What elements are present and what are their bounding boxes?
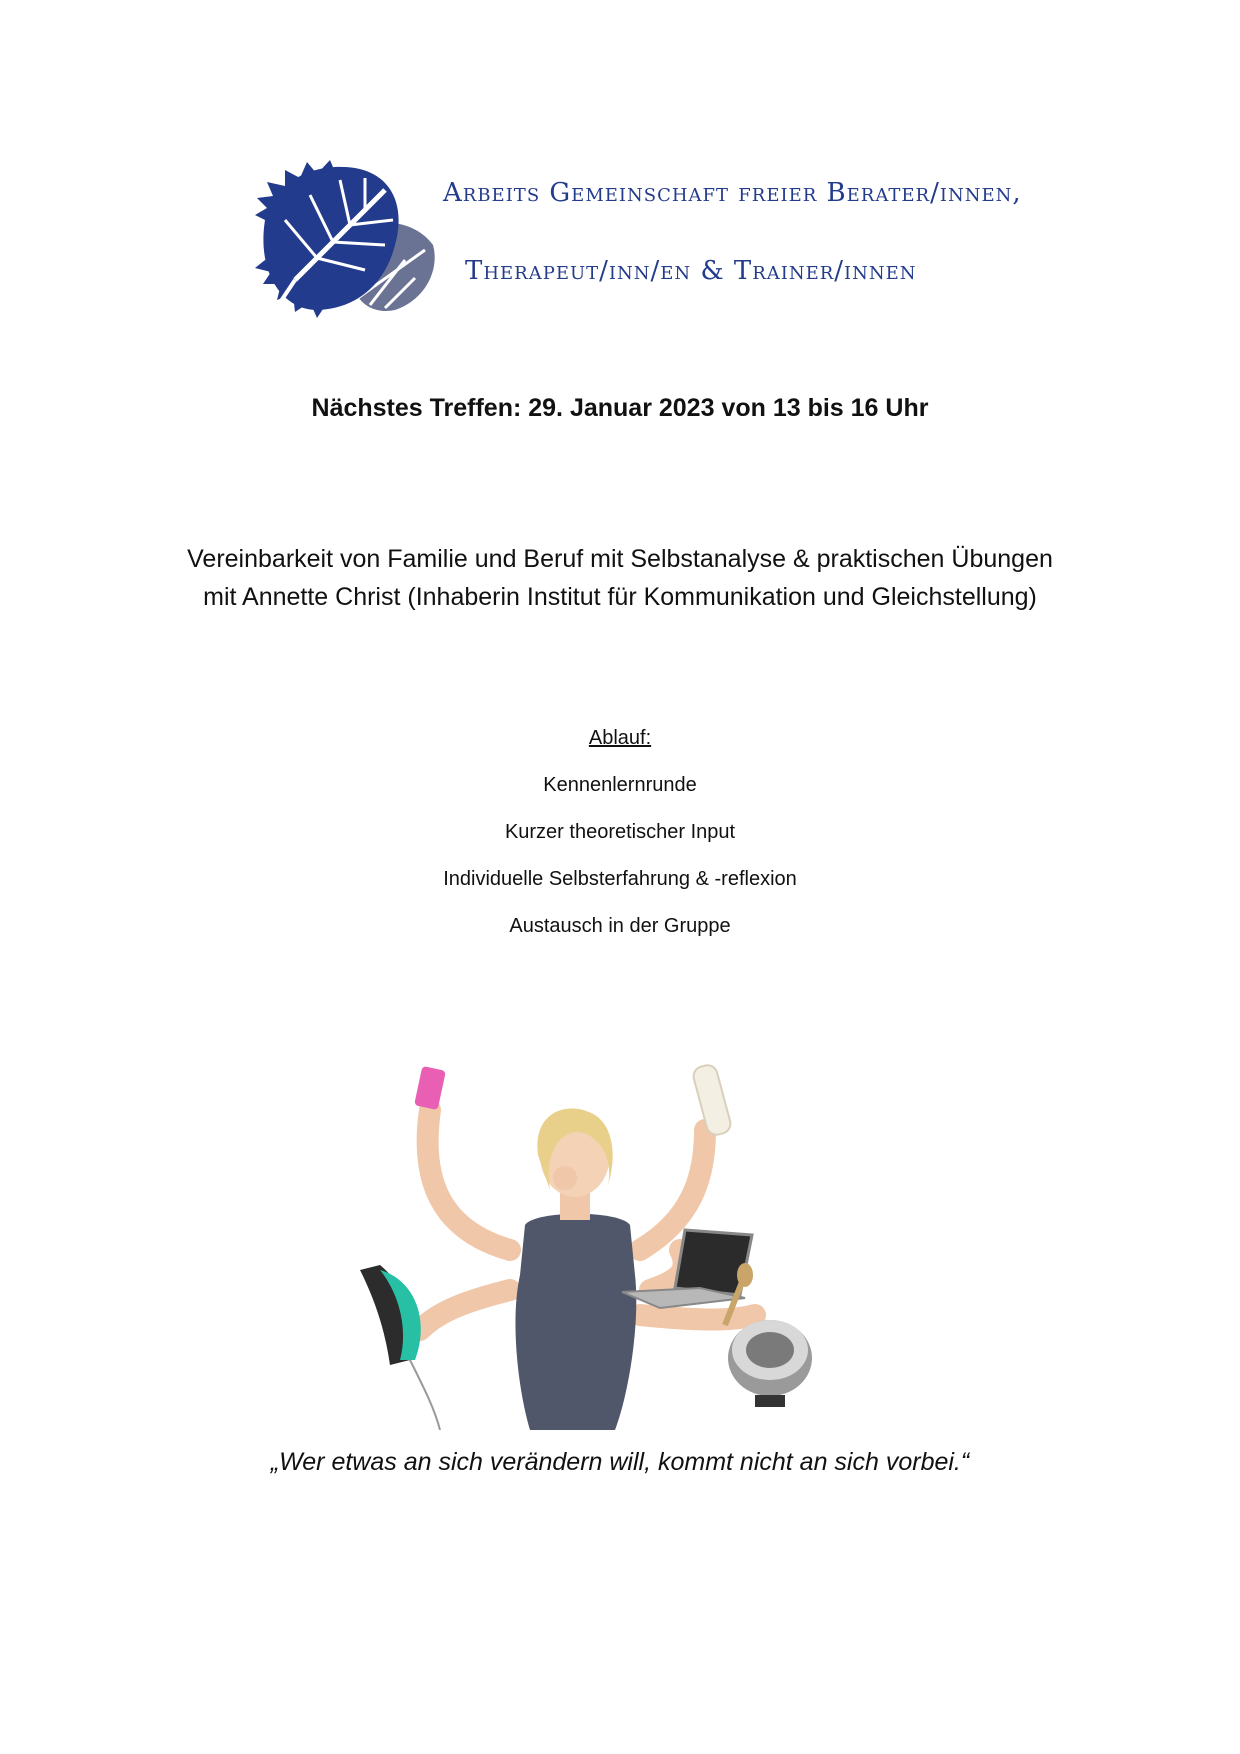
- schedule-heading: Ablauf:: [588, 727, 652, 749]
- pot-icon: [728, 1320, 812, 1407]
- multitasking-woman-illustration: [360, 1060, 880, 1430]
- phone-icon: [414, 1066, 446, 1110]
- quote: „Wer etwas an sich verändern will, kommt nicht an sich vorbei.“: [270, 1448, 970, 1476]
- topic-description: [0, 540, 1240, 616]
- schedule: [0, 726, 1240, 961]
- schedule-item: Kurzer theoretischer Input: [504, 821, 736, 843]
- organization-logo: [255, 160, 1022, 325]
- schedule-item: Individuelle Selbsterfahrung & -reflexion: [443, 868, 797, 890]
- schedule-item: Austausch in der Gruppe: [509, 915, 731, 937]
- next-meeting-heading: Nächstes Treffen: 29. Januar 2023 von 13 bis 16 Uhr: [311, 394, 929, 422]
- logo-text-line-1: Arbeits Gemeinschaft freier Berater/innen,: [443, 178, 1022, 208]
- logo-text: [443, 168, 1022, 318]
- logo-text-line-2: Therapeut/inn/en & Trainer/innen: [465, 256, 917, 286]
- iron-icon: [360, 1265, 440, 1430]
- leaf-logo-icon: [255, 160, 445, 325]
- schedule-item: Kennenlernrunde: [543, 774, 697, 796]
- topic-line-1: Vereinbarkeit von Familie und Beruf mit Selbstanalyse & praktischen Übungen: [187, 545, 1053, 573]
- topic-line-2: mit Annette Christ (Inhaberin Institut für Kommunikation und Gleichstellung): [203, 583, 1037, 611]
